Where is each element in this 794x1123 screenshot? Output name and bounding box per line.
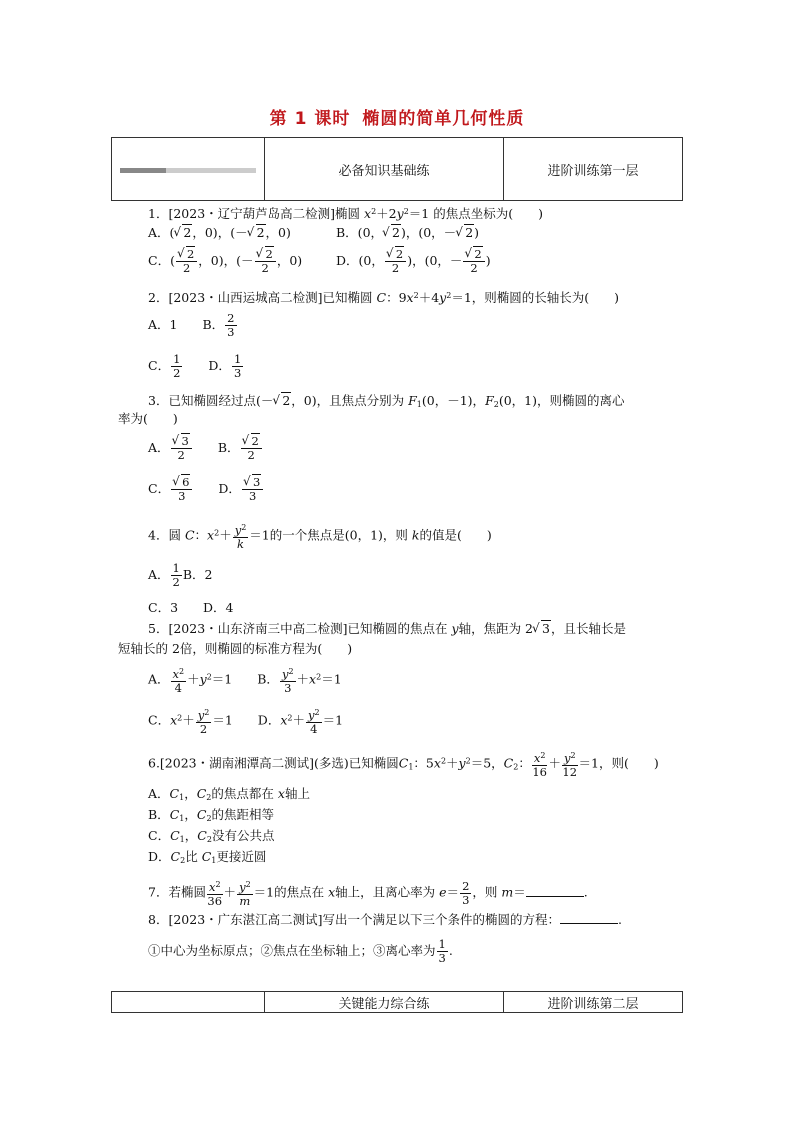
question-3-options-cd: C． √ $\frac{6}{3}$ D． √ $\frac{3}{3}$ [148, 476, 264, 503]
question-6-option-d: D．$C_2$比 $C_1$更接近圆 [148, 849, 267, 865]
question-5-options-ab: A． $\frac{x^2}{4}$ $+y^2=1$ B． $\frac{y^2}{3}$ $+x^2=1$ [148, 667, 342, 695]
question-3-stem-line1: 3．已知椭圆经过点(－√ 2，0)，且焦点分别为 $F_1(0$，－1)，$F_2(0$，1)，则椭圆的离心 [148, 393, 625, 413]
question-3-options-ab: A． √ $\frac{3}{2}$ B． √ $\frac{2}{2}$ [148, 435, 263, 462]
answer-blank-q7[interactable] [526, 885, 584, 897]
header-section-name: 必备知识基础练 [265, 138, 504, 201]
question-8-stem-line1: 8．[2023・广东湛江高二测试]写出一个满足以下三个条件的椭圆的方程： . [148, 912, 623, 927]
footer-level-name: 进阶训练第二层 [504, 992, 683, 1013]
question-2-stem: 2．[2023・山西运城高二检测]已知椭圆 C：$9x^2+4y^2=1$，则椭圆的长轴长为( ) [148, 290, 620, 305]
section-header-advanced [111, 991, 683, 1013]
question-2-options-cd: C． $\frac{1}{2}$ D． $\frac{1}{3}$ [148, 352, 242, 380]
question-3-stem-line2: 率为( ) [118, 411, 178, 426]
section-header-basic [111, 137, 683, 201]
footer-section-name: 关键能力综合练 [265, 992, 504, 1013]
footer-logo-cell [112, 992, 265, 1013]
question-1-option-b: B．(0，√ 2)，(0，－√ 2) [336, 225, 479, 241]
header-level-name: 进阶训练第一层 [504, 138, 683, 201]
question-4-options-cd: C．3 D．4 [148, 600, 234, 615]
lesson-number: 第 1 课时 [269, 109, 351, 129]
question-1-option-a: A．(√ 2，0)，(－√ 2，0) [148, 225, 291, 241]
question-1-option-d: D．(0， √ $\frac{2}{2}$ )，(0，－ √ $\frac{2}{2}$ ) [336, 248, 491, 275]
question-8-stem-line2: ①中心为坐标原点；②焦点在坐标轴上；③离心率为 $\frac{1}{3}$ . [148, 937, 453, 965]
question-1-option-c: C．( √ $\frac{2}{2}$ ，0)，(－ √ $\frac{2}{2}$ ，0) [148, 248, 302, 275]
question-6-option-b: B．$C_1$，$C_2$的焦距相等 [148, 807, 275, 823]
answer-blank-q8[interactable] [560, 912, 618, 924]
q2-source: 2．[2023・山西运城高二检测] [148, 290, 323, 305]
question-7-stem: 7．若椭圆 $\frac{x^2}{36}$ ＋ $\frac{y^2}{m}$ ＝1的焦点在 x轴上，且离心率为 e＝ $\frac{2}{3}$ ，则 m＝ . [148, 878, 588, 908]
question-2-options-ab: A．1 B． $\frac{2}{3}$ [148, 311, 235, 339]
question-4-options-ab: A． $\frac{1}{2}$ B．2 [148, 561, 213, 589]
question-4-stem: 4．圆 C：$x^2+$ $\frac{y^2}{k}$ ＝1的一个焦点是(0，1)，则 k的值是( ) [148, 523, 492, 551]
question-5-stem-line1: 5．[2023・山东济南三中高二检测]已知椭圆的焦点在 y轴，焦距为 2√ 3，且长轴长是 [148, 621, 626, 637]
lesson-topic: 椭圆的简单几何性质 [362, 109, 525, 129]
q1-source: 1．[2023・辽宁葫芦岛高二检测] [148, 206, 336, 221]
question-6-stem: 6.[2023・湖南湘潭高二测试](多选)已知椭圆$C_1$：$5x^2+y^2=5$，$C_2$： $\frac{x^2}{16}$ ＋ $\frac{y^2}{12}$ ＝1，则( ) [148, 751, 659, 779]
question-1-stem: 1．[2023・辽宁葫芦岛高二检测]椭圆 $x^2+2y^2=1$ 的焦点坐标为( ) [148, 206, 543, 221]
page-title [0, 104, 794, 129]
question-5-stem-line2: 短轴长的 2倍，则椭圆的标准方程为( ) [118, 641, 353, 656]
header-logo-cell [112, 138, 265, 201]
question-6-option-c: C．$C_1$，$C_2$没有公共点 [148, 828, 275, 844]
progress-stamp-icon [120, 168, 256, 173]
question-5-options-cd: C．$x^2+$ $\frac{y^2}{2}$ ＝1 D．$x^2+$ $\frac{y^2}{4}$ ＝1 [148, 708, 344, 736]
question-6-option-a: A．$C_1$，$C_2$的焦点都在 x轴上 [148, 786, 310, 802]
